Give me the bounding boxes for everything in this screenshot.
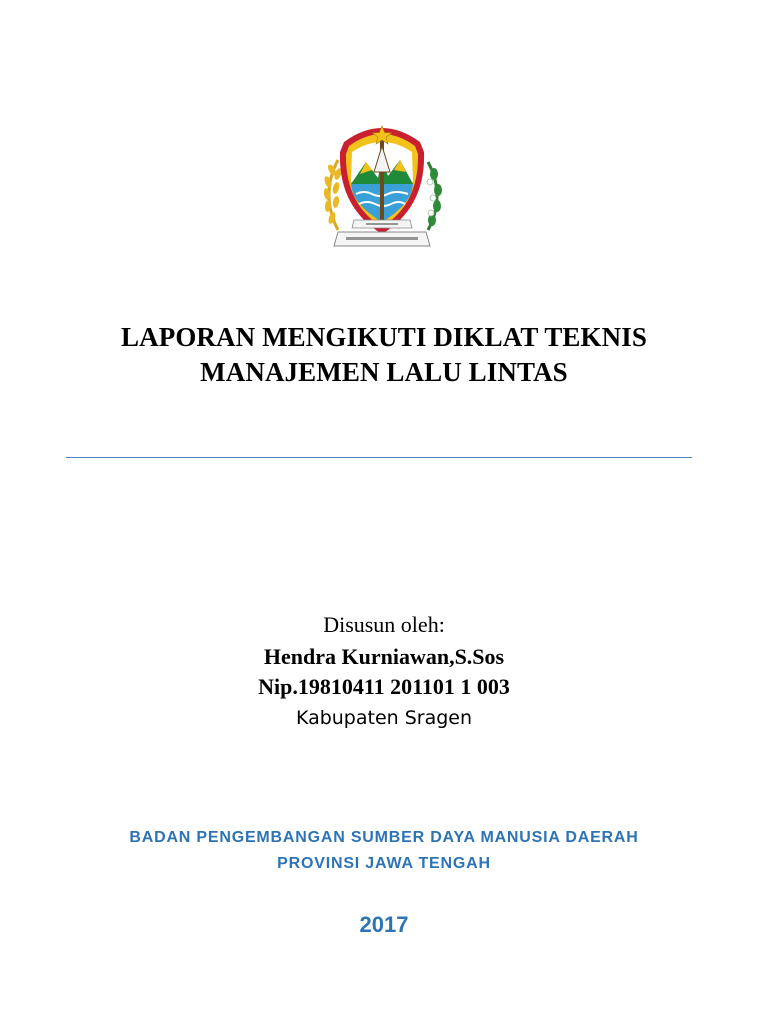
rice-stalk-icon [323, 160, 343, 230]
jawa-tengah-coat-of-arms-icon [316, 112, 448, 256]
agency-name-line-2: PROVINSI JAWA TENGAH [277, 855, 491, 872]
author-label: Disusun oleh: [323, 612, 445, 637]
report-year: 2017 [359, 912, 409, 937]
author-nip: Nip.19810411 201101 1 003 [258, 674, 510, 699]
title-divider [66, 457, 692, 458]
author-region: Kabupaten Sragen [295, 707, 473, 729]
author-name: Hendra Kurniawan,S.Sos [263, 644, 505, 669]
report-title-line-1: LAPORAN MENGIKUTI DIKLAT TEKNIS [121, 322, 647, 352]
report-title-line-2: MANAJEMEN LALU LINTAS [200, 357, 568, 387]
agency-name-line-1: BADAN PENGEMBANGAN SUMBER DAYA MANUSIA DAERAH [129, 829, 639, 846]
cotton-branch-icon [427, 162, 442, 230]
